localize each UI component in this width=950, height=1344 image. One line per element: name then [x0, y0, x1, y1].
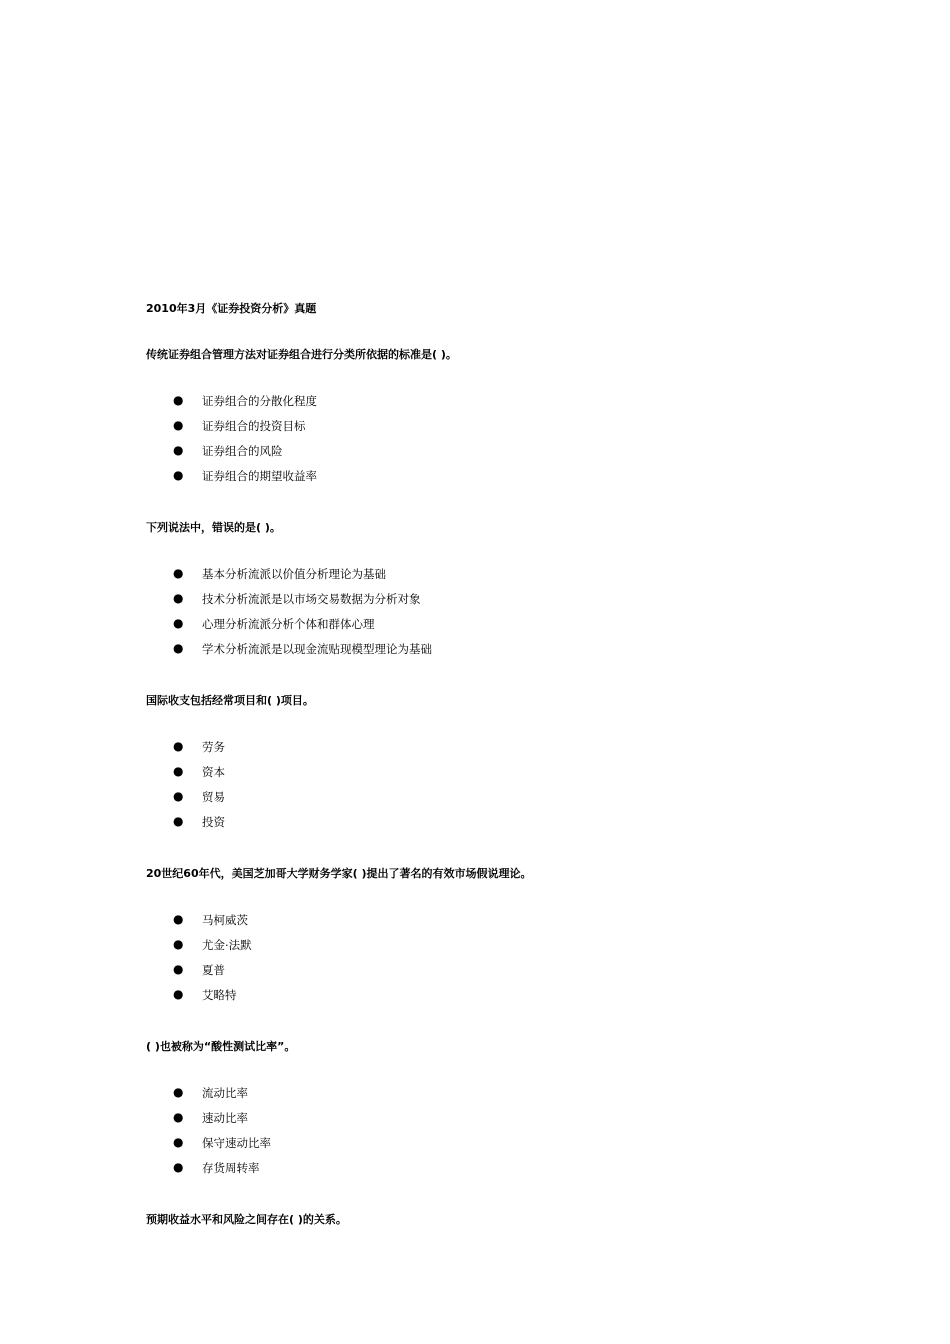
- option-item: [146, 787, 906, 812]
- bullet-icon: ●: [173, 1110, 184, 1124]
- bullet-icon: ●: [173, 937, 184, 951]
- option-item: [146, 466, 906, 491]
- option-item: [146, 441, 906, 466]
- bullet-icon: ●: [173, 814, 184, 828]
- question-text: 国际收支包括经常项目和( )项目。: [146, 694, 314, 707]
- option-text: 证券组合的风险: [202, 444, 283, 458]
- option-text: 学术分析流派是以现金流贴现模型理论为基础: [202, 642, 432, 656]
- bullet-icon: ●: [173, 443, 184, 457]
- option-text: 尤金·法默: [202, 938, 252, 952]
- option-text: 技术分析流派是以市场交易数据为分析对象: [202, 592, 421, 606]
- option-list: [146, 391, 906, 491]
- question-1: [146, 346, 906, 491]
- question-text: 下列说法中，错误的是( )。: [146, 521, 281, 534]
- question-text: 预期收益水平和风险之间存在( )的关系。: [146, 1213, 347, 1226]
- option-item: [146, 1133, 906, 1158]
- option-item: [146, 1108, 906, 1133]
- option-item: [146, 416, 906, 441]
- bullet-icon: ●: [173, 912, 184, 926]
- option-text: 流动比率: [202, 1086, 248, 1100]
- option-item: [146, 762, 906, 787]
- option-text: 马柯威茨: [202, 913, 248, 927]
- option-list: [146, 910, 906, 1010]
- option-item: [146, 812, 906, 837]
- option-text: 艾略特: [202, 988, 237, 1002]
- option-text: 速动比率: [202, 1111, 248, 1125]
- option-text: 证券组合的期望收益率: [202, 469, 317, 483]
- option-item: [146, 960, 906, 985]
- document-title: 2010年3月《证券投资分析》真题: [146, 302, 317, 315]
- option-item: [146, 564, 906, 589]
- bullet-icon: ●: [173, 789, 184, 803]
- bullet-icon: ●: [173, 418, 184, 432]
- bullet-icon: ●: [173, 962, 184, 976]
- option-item: [146, 935, 906, 960]
- option-item: [146, 1158, 906, 1183]
- bullet-icon: ●: [173, 739, 184, 753]
- question-text: 20世纪60年代，美国芝加哥大学财务学家( )提出了著名的有效市场假说理论。: [146, 867, 532, 880]
- option-text: 投资: [202, 815, 225, 829]
- option-text: 保守速动比率: [202, 1136, 271, 1150]
- bullet-icon: ●: [173, 393, 184, 407]
- option-item: [146, 910, 906, 935]
- option-item: [146, 985, 906, 1010]
- option-item: [146, 737, 906, 762]
- option-text: 贸易: [202, 790, 225, 804]
- question-2: [146, 519, 906, 664]
- bullet-icon: ●: [173, 987, 184, 1001]
- question-4: [146, 865, 906, 1010]
- question-5: [146, 1038, 906, 1183]
- option-item: [146, 391, 906, 416]
- option-text: 劳务: [202, 740, 225, 754]
- bullet-icon: ●: [173, 1085, 184, 1099]
- option-text: 夏普: [202, 963, 225, 977]
- bullet-icon: ●: [173, 764, 184, 778]
- option-list: [146, 737, 906, 837]
- option-item: [146, 614, 906, 639]
- bullet-icon: ●: [173, 468, 184, 482]
- option-text: 基本分析流派以价值分析理论为基础: [202, 567, 386, 581]
- question-text: ( )也被称为“酸性测试比率”。: [146, 1040, 296, 1053]
- option-item: [146, 639, 906, 664]
- option-text: 存货周转率: [202, 1161, 260, 1175]
- option-text: 资本: [202, 765, 225, 779]
- question-text: 传统证券组合管理方法对证券组合进行分类所依据的标准是( )。: [146, 348, 457, 361]
- bullet-icon: ●: [173, 1160, 184, 1174]
- bullet-icon: ●: [173, 641, 184, 655]
- question-3: [146, 692, 906, 837]
- bullet-icon: ●: [173, 566, 184, 580]
- bullet-icon: ●: [173, 591, 184, 605]
- option-text: 证券组合的投资目标: [202, 419, 306, 433]
- bullet-icon: ●: [173, 1135, 184, 1149]
- option-item: [146, 1083, 906, 1108]
- option-item: [146, 589, 906, 614]
- bullet-icon: ●: [173, 616, 184, 630]
- option-list: [146, 564, 906, 664]
- option-text: 心理分析流派分析个体和群体心理: [202, 617, 375, 631]
- option-text: 证券组合的分散化程度: [202, 394, 317, 408]
- option-list: [146, 1083, 906, 1183]
- question-6: [146, 1211, 906, 1229]
- document-page: [146, 300, 906, 1256]
